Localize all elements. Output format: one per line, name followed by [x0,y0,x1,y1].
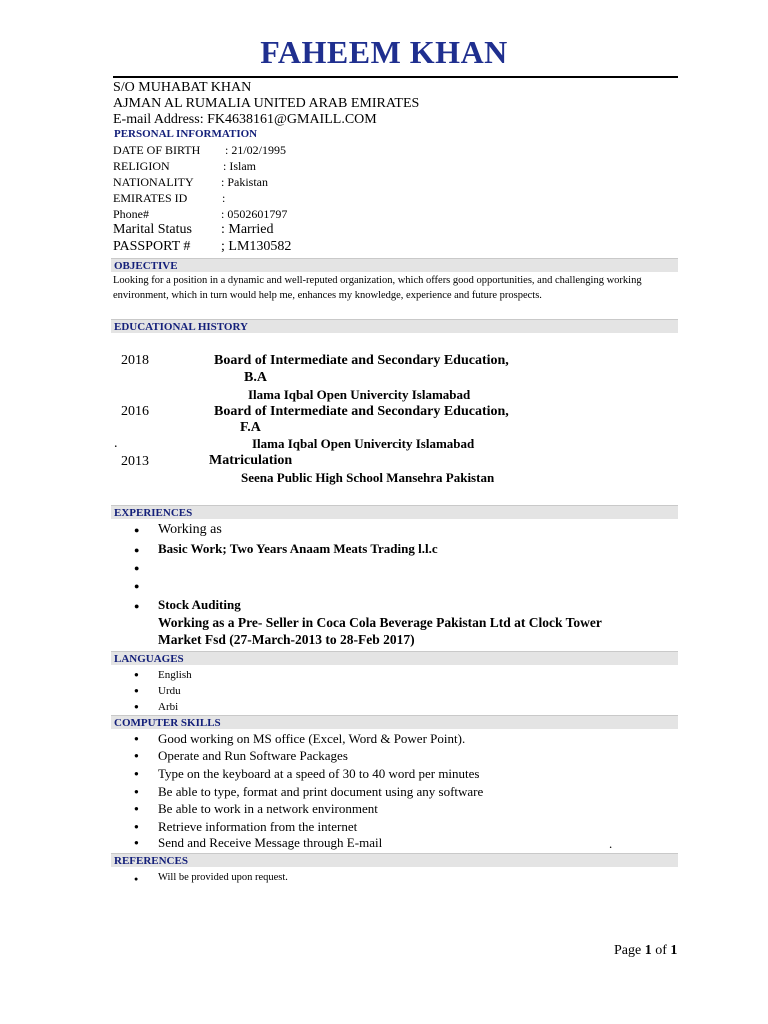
bullet-icon: ● [134,702,139,711]
passport-value: ; LM130582 [221,239,292,254]
page-total: 1 [670,943,678,958]
bullet-icon: ● [134,875,139,883]
language-item-text: Arbi [158,701,179,713]
language-item [134,683,334,699]
phone-label: Phone# [113,207,149,221]
page-word: Page [614,943,645,958]
experience-item-text: Working as [158,522,222,537]
bullet-icon: ● [134,787,139,796]
section-experiences: EXPERIENCES [111,505,678,519]
language-item-text: Urdu [158,685,181,697]
language-item [134,667,334,683]
of-word: of [651,943,671,958]
experience-item [134,597,674,615]
edu-2-degree: F.A [240,420,261,435]
address: AJMAN AL RUMALIA UNITED ARAB EMIRATES [113,96,420,111]
skill-trail-dot: . [609,836,613,851]
skill-item [134,801,674,818]
marital-row [113,222,273,238]
section-references: REFERENCES [111,853,678,867]
skill-item [134,766,674,783]
religion-row [113,158,256,174]
skill-item [134,731,674,748]
bullet-icon: ● [134,734,139,743]
dob-row [113,142,286,158]
reference-item-text: Will be provided upon request. [158,872,288,883]
bullet-icon: ● [134,525,140,535]
experience-item-text: Stock Auditing [158,597,241,612]
dob-label: DATE OF BIRTH [113,143,201,157]
nationality-value: : Pakistan [221,175,268,189]
edu-1-institution: Ilama Iqbal Open Univercity Islamabad [248,387,471,402]
bullet-icon: ● [134,838,139,847]
marital-label: Marital Status [113,222,192,237]
edu-2-board: Board of Intermediate and Secondary Education, [214,404,509,419]
experience-item-text: Basic Work; Two Years Anaam Meats Trading l.l.c [158,541,438,556]
religion-label: RELIGION [113,159,170,173]
experience-item-empty [134,578,174,594]
phone-row [113,206,287,222]
phone-value: : 0502601797 [221,207,288,221]
language-item-text: English [158,669,192,681]
skill-item-text: Retrieve information from the internet [158,819,358,834]
bullet-icon: ● [134,545,140,555]
section-objective: OBJECTIVE [111,258,678,272]
candidate-name: FAHEEM KHAN [260,34,508,70]
skill-item [134,748,674,765]
passport-label: PASSPORT # [113,239,191,254]
reference-item [134,870,534,885]
bullet-icon: ● [134,686,139,695]
father-name: S/O MUHABAT KHAN [113,80,252,95]
section-education: EDUCATIONAL HISTORY [111,319,678,333]
emirates-label: EMIRATES ID [113,191,188,205]
skill-item-text: Operate and Run Software Packages [158,748,348,763]
experience-detail-line-2: Market Fsd (27-March-2013 to 28-Feb 2017) [158,632,415,647]
bullet-icon: ● [134,601,140,611]
nationality-label: NATIONALITY [113,175,194,189]
edu-3-year: 2013 [121,454,149,469]
dob-value: : 21/02/1995 [225,143,287,157]
language-item [134,699,334,713]
religion-value: : Islam [223,159,256,173]
section-languages: LANGUAGES [111,651,678,665]
bullet-icon: ● [134,822,139,831]
header-divider [113,76,678,78]
edu-3-institution: Seena Public High School Mansehra Pakistan [241,470,495,485]
skill-item-text: Good working on MS office (Excel, Word & Power Point). [158,731,466,746]
bullet-icon: ● [134,563,140,573]
bullet-icon: ● [134,769,139,778]
bullet-icon: ● [134,670,139,679]
section-personal-info: PERSONAL INFORMATION [114,128,258,140]
skill-item-text: Type on the keyboard at a speed of 30 to 40 word per minutes [158,766,480,781]
email: E-mail Address: FK4638161@GMAILL.COM [113,112,377,127]
edu-2-year: 2016 [121,404,149,419]
experience-detail-line-1: Working as a Pre- Seller in Coca Cola Beverage Pakistan Ltd at Clock Tower [158,615,602,630]
skill-item [134,784,674,801]
page-current: 1 [644,943,652,958]
edu-2-marker: . [114,436,118,451]
emirates-row [113,190,225,206]
experience-item [134,541,674,559]
bullet-icon: ● [134,751,139,760]
objective-text: Looking for a position in a dynamic and well-reputed organization, which offers good opportunities, and challenging working environment, which in turn would help me, enhances my knowledge, experience and future prospects. [113,275,642,301]
nationality-row [113,174,268,190]
edu-1-degree: B.A [244,370,267,385]
experience-item [134,522,674,540]
page-number [614,943,677,959]
section-computer-skills: COMPUTER SKILLS [111,715,678,729]
bullet-icon: ● [134,804,139,813]
skill-item-text: Be able to type, format and print document using any software [158,784,484,799]
skill-item-text: Be able to work in a network environment [158,801,378,816]
passport-row [113,239,291,255]
emirates-value: : [222,191,226,205]
edu-1-board: Board of Intermediate and Secondary Education, [214,353,509,368]
edu-3-degree: Matriculation [209,453,293,468]
skill-item-text: Send and Receive Message through E-mail [158,835,383,850]
skill-item [134,819,674,836]
bullet-icon: ● [134,581,140,591]
skill-item [134,835,674,852]
marital-value: : Married [221,222,274,237]
edu-2-institution: Ilama Iqbal Open Univercity Islamabad [252,436,475,451]
edu-1-year: 2018 [121,353,149,368]
experience-item-empty [134,560,174,576]
